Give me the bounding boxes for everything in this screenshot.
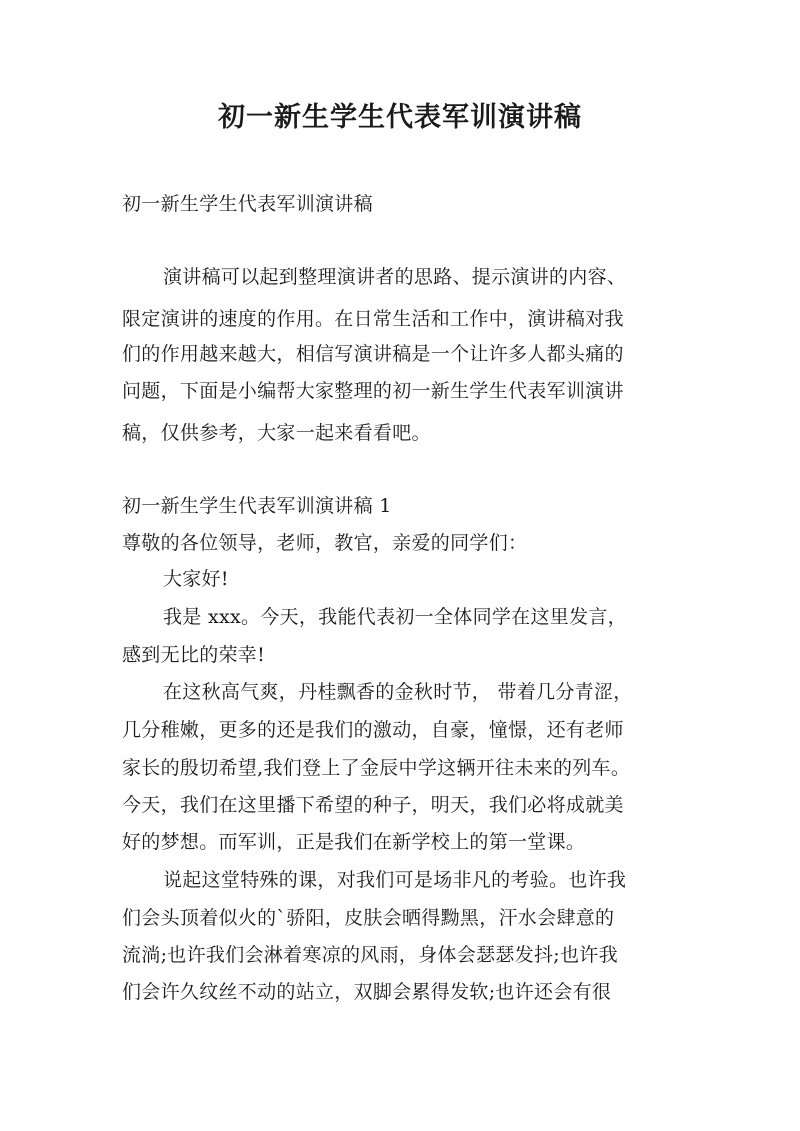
intro-line: 限定演讲的速度的作用。在日常生活和工作中，演讲稿对我 [122,308,624,330]
paragraph-line: 家长的殷切希望,我们登上了金辰中学这辆开往未来的列车。 [122,757,631,779]
intro-line: 们的作用越来越大，相信写演讲稿是一个让许多人都头痛的 [122,343,624,365]
paragraph-line: 们会头顶着似火的`骄阳，皮肤会晒得黝黑，汗水会肆意的 [122,907,615,929]
paragraph-line: 几分稚嫩，更多的还是我们的激动，自豪，憧憬，还有老师 [122,719,624,741]
intro-line: 演讲稿可以起到整理演讲者的思路、提示演讲的内容、 [163,266,627,288]
paragraph-line: 们会许久纹丝不动的站立，双脚会累得发软;也许还会有很 [122,981,612,1003]
paragraph-line: 今天，我们在这里播下希望的种子，明天，我们必将成就美 [122,794,624,816]
paragraph-line: 我是 xxx。今天，我能代表初一全体同学在这里发言， [163,606,627,628]
paragraph-line: 说起这堂特殊的课，对我们可是场非凡的考验。也许我 [163,869,627,891]
section-heading: 初一新生学生代表军训演讲稿 1 [122,495,392,517]
greeting: 大家好! [163,568,229,590]
paragraph-line: 流淌;也许我们会淋着寒凉的风雨，身体会瑟瑟发抖;也许我 [122,944,618,966]
salutation: 尊敬的各位领导，老师，教官，亲爱的同学们： [122,532,528,554]
document-title: 初一新生学生代表军训演讲稿 [218,102,582,133]
paragraph-line: 感到无比的荣幸! [122,644,266,666]
paragraph-line: 在这秋高气爽，丹桂飘香的金秋时节， 带着几分青涩， [163,681,633,703]
intro-line: 问题，下面是小编帮大家整理的初一新生学生代表军训演讲 [122,380,624,402]
document-subtitle: 初一新生学生代表军训演讲稿 [122,193,373,215]
paragraph-line: 好的梦想。而军训，正是我们在新学校上的第一堂课。 [122,831,586,853]
intro-line: 稿，仅供参考，大家一起来看看吧。 [122,422,431,444]
